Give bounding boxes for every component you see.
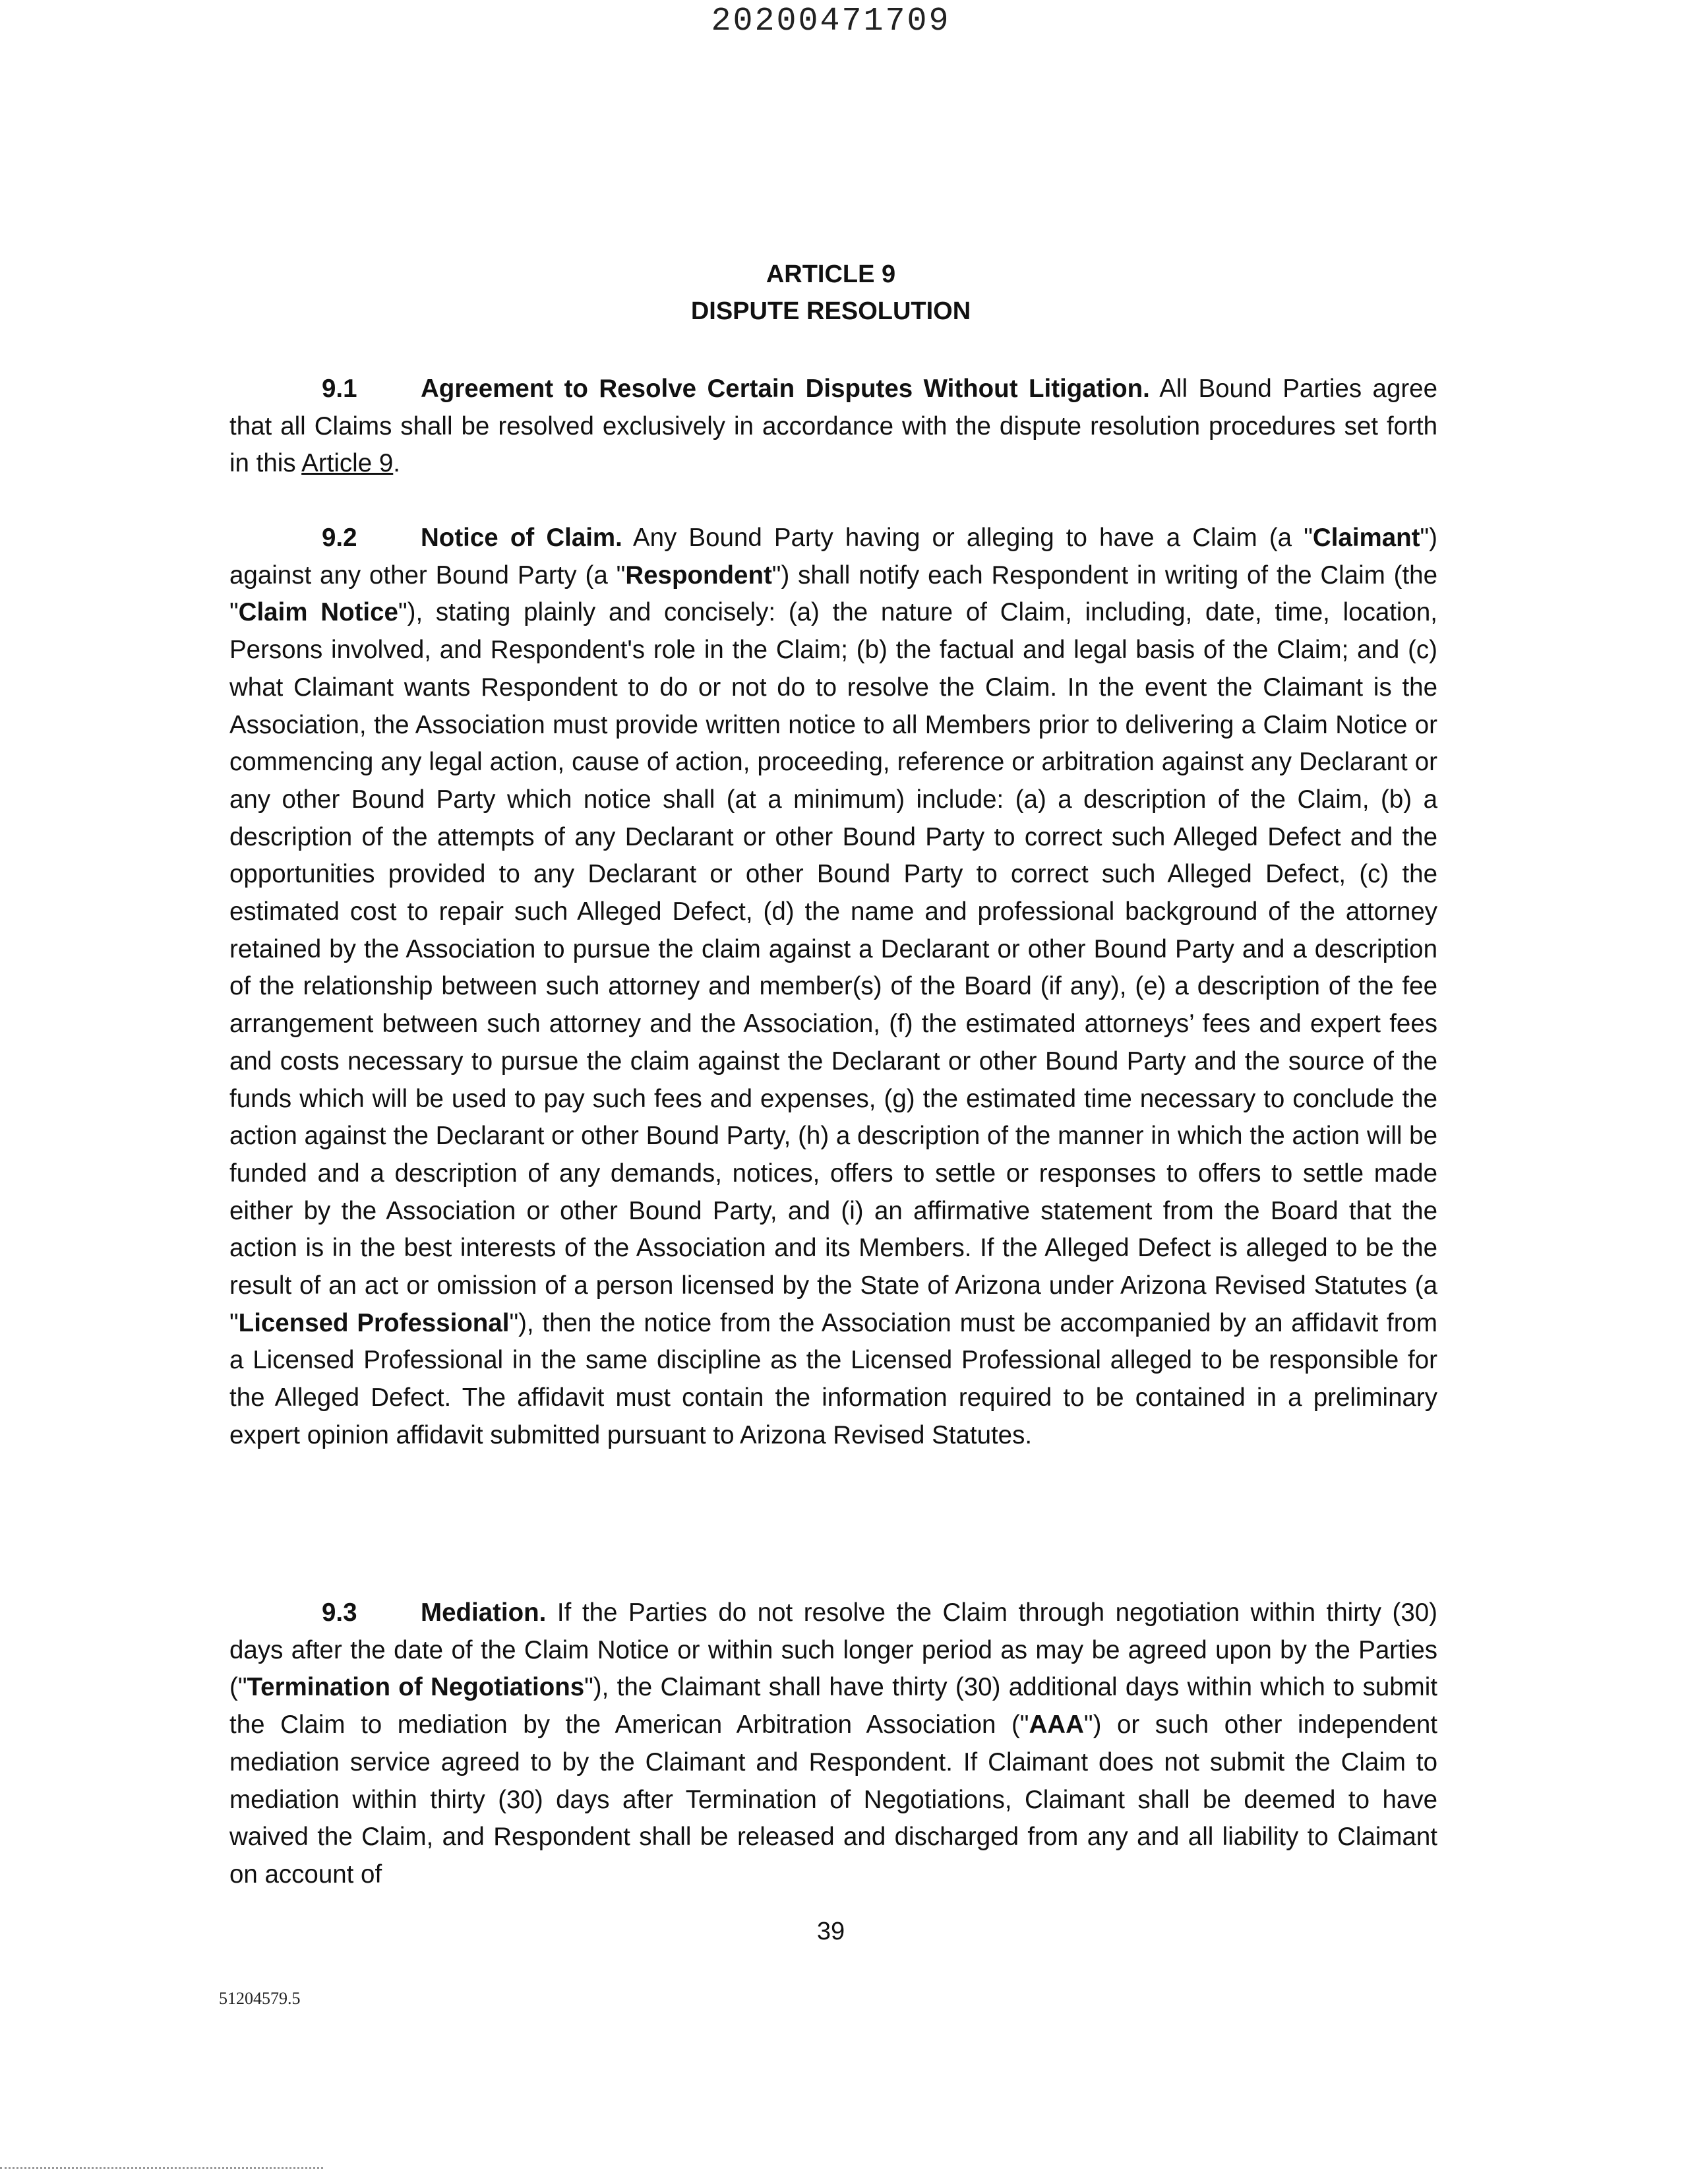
article-9-link[interactable]: Article 9	[301, 449, 394, 478]
scan-artifact-line	[0, 2167, 323, 2169]
section-number: 9.3	[322, 1598, 357, 1627]
section-text: .	[393, 449, 400, 478]
defined-term-claim-notice: Claim Notice	[238, 598, 398, 627]
section-text: "), the Claimant shall have thirty (30) additional days within which to submit the Claim to mediation by the American Arbitration Association ("	[229, 1673, 1437, 1740]
section-text: ") or such other independent mediation service agreed to by the Claimant and Respondent. If Claimant does not submit the Claim to mediation within thirty (30) days after Termination of Negotiations, Claimant shall be deemed to have waived the Claim, and Respondent shall be released and discharged from any and all liability to Claimant on account of	[229, 1711, 1437, 1889]
section-text: If the Parties do not resolve the Claim through negotiation within thirty (30) days after the date of the Claim Notice or within such longer period as may be agreed upon by the Parties ("	[229, 1598, 1437, 1702]
section-number: 9.2	[322, 524, 357, 552]
section-9-1	[229, 371, 1437, 483]
article-number: ARTICLE 9	[766, 260, 896, 288]
section-text: ") against any other Bound Party (a "	[229, 524, 1437, 590]
defined-term-claimant: Claimant	[1312, 524, 1420, 552]
section-heading: Mediation.	[421, 1598, 547, 1627]
section-text: "), stating plainly and concisely: (a) the nature of Claim, including, date, time, location, Persons involved, and Respondent's role in the Claim; (b) the factual and legal basis of the Claim; and (c) what Claimant wants Respondent to do or not do to resolve the Claim. In the event the Claimant is the Association, the Association must provide written notice to all Members prior to delivering a Claim Notice or commencing any legal action, cause of action, proceeding, reference or arbitration against any Declarant or any other Bound Party which notice shall (at a minimum) include: (a) a description of the Claim, (b) a description of the attempts of any Declarant or other Bound Party to correct such Alleged Defect and the opportunities provided to any Declarant or other Bound Party to correct such Alleged Defect, (c) the estimated cost to repair such Alleged Defect, (d) the name and professional background of the attorney retained by the Association to pursue the claim against a Declarant or other Bound Party and a description of the relationship between such attorney and member(s) of the Board (if any), (e) a description of the fee arrangement between such attorney and the Association, (f) the estimated attorneys’ fees and expert fees and costs necessary to pursue the claim against the Declarant or other Bound Party and the source of the funds which will be used to pay such fees and expenses, (g) the estimated time necessary to conclude the action against the Declarant or other Bound Party, (h) a description of the manner in which the action will be funded and a description of any demands, notices, offers to settle or responses to offers to settle made either by the Association or other Bound Party, and (i) an affirmative statement from the Board that the action is in the best interests of the Association and its Members. If the Alleged Defect is alleged to be the result of an act or omission of a person licensed by the State of Arizona under Arizona Revised Statutes (a "	[229, 598, 1438, 1337]
section-text: ") shall notify each Respondent in writing of the Claim (the "	[229, 561, 1437, 627]
recording-number: 20200471709	[711, 3, 951, 40]
article-heading	[0, 256, 1662, 330]
section-heading: Agreement to Resolve Certain Disputes Without Litigation.	[421, 375, 1150, 403]
section-text: Any Bound Party having or alleging to have a Claim (a "	[622, 524, 1313, 552]
defined-term-aaa: AAA	[1029, 1711, 1084, 1740]
defined-term-termination-of-negotiations: Termination of Negotiations	[247, 1673, 585, 1702]
section-number: 9.1	[322, 375, 357, 403]
defined-term-respondent: Respondent	[625, 561, 772, 590]
section-text: All Bound Parties agree that all Claims shall be resolved exclusively in accordance with the dispute resolution procedures set forth in this	[229, 375, 1437, 478]
defined-term-licensed-professional: Licensed Professional	[238, 1308, 510, 1337]
section-text: "), then the notice from the Association must be accompanied by an affidavit from a Licensed Professional in the same discipline as the Licensed Professional alleged to be responsible for the Alleged Defect. The affidavit must contain the information required to be contained in a preliminary expert opinion affidavit submitted pursuant to Arizona Revised Statutes.	[229, 1308, 1438, 1449]
section-heading: Notice of Claim.	[421, 524, 622, 552]
document-id: 51204579.5	[219, 1989, 301, 2008]
section-9-2	[229, 520, 1437, 1455]
page-number: 39	[816, 1918, 845, 1945]
section-9-3	[229, 1594, 1437, 1894]
article-title: DISPUTE RESOLUTION	[690, 297, 971, 325]
